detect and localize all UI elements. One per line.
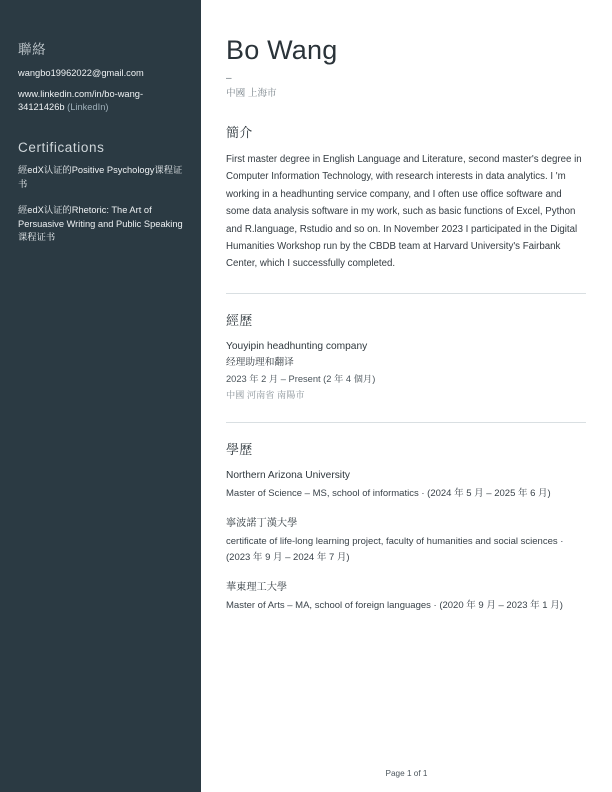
certification-item: 經edX认证的Rhetoric: The Art of Persuasive Writing and Public Speaking课程证书: [18, 205, 183, 242]
education-school: Northern Arizona University: [226, 469, 350, 481]
contact-email: [18, 67, 185, 80]
sidebar: [0, 0, 201, 792]
sidebar-contact-title: 聯絡: [18, 42, 47, 57]
certification-item: 經edX认证的Positive Psychology课程证书: [18, 165, 183, 189]
experience-role: 经理助理和翻译: [226, 356, 294, 368]
education-title: 學歷: [226, 441, 253, 457]
divider: [226, 422, 586, 423]
contact-email-text: wangbo19962022@gmail.com: [18, 68, 144, 78]
contact-linkedin[interactable]: [18, 88, 185, 114]
contact-linkedin-label: (LinkedIn): [67, 102, 109, 112]
education-detail: Master of Science – MS, school of informatics · (2024 年 5 月 – 2025 年 6 月): [226, 487, 551, 499]
experience-dates: 2023 年 2 月 – Present (2 年 4 個月): [226, 373, 376, 384]
page-title: Bo Wang: [226, 35, 338, 65]
page-footer: Page 1 of 1: [385, 769, 428, 778]
education-entry: [226, 516, 586, 565]
education-detail: certificate of life-long learning project, faculty of humanities and social sciences · (2023 年 9 月 – 2024 年 7 月): [226, 536, 564, 563]
certifications-block: [18, 140, 185, 245]
main-content: [201, 0, 612, 792]
location: 中國 上海市: [226, 88, 277, 99]
summary-text: First master degree in English Language and Literature, second master's degree in Computer Information Technology, with research interests in data analytics. I 'm working in a headhunting service company, and I often use office software and some data analysis software in my work, such as basic functions of Excel, Python and R.language, Rstudio and so on. In November 2023 I participated in the Digital Humanities Workshop run by the CBDB team at Harvard University's Fairbank Center, which I successfully completed.: [226, 154, 582, 270]
experience-entry: [226, 339, 586, 402]
divider: [226, 293, 586, 294]
contact-linkedin-url[interactable]: www.linkedin.com/in/bo-wang-34121426b: [18, 89, 144, 112]
education-entry: [226, 468, 586, 502]
headline: –: [226, 73, 232, 84]
experience-location: 中國 河南省 南陽市: [226, 389, 305, 400]
education-school: 華東理工大學: [226, 582, 288, 594]
education-detail: Master of Arts – MA, school of foreign languages · (2020 年 9 月 – 2023 年 1 月): [226, 600, 563, 612]
education-section: [226, 439, 586, 614]
summary-section: [226, 122, 586, 273]
experience-org: Youyipin headhunting company: [226, 340, 368, 352]
education-school: 寧波諾丁漢大學: [226, 518, 298, 530]
summary-title: 簡介: [226, 125, 253, 140]
experience-section: [226, 310, 586, 402]
experience-title: 經歷: [226, 312, 253, 328]
education-entry: [226, 580, 586, 614]
certifications-title: Certifications: [18, 140, 105, 155]
